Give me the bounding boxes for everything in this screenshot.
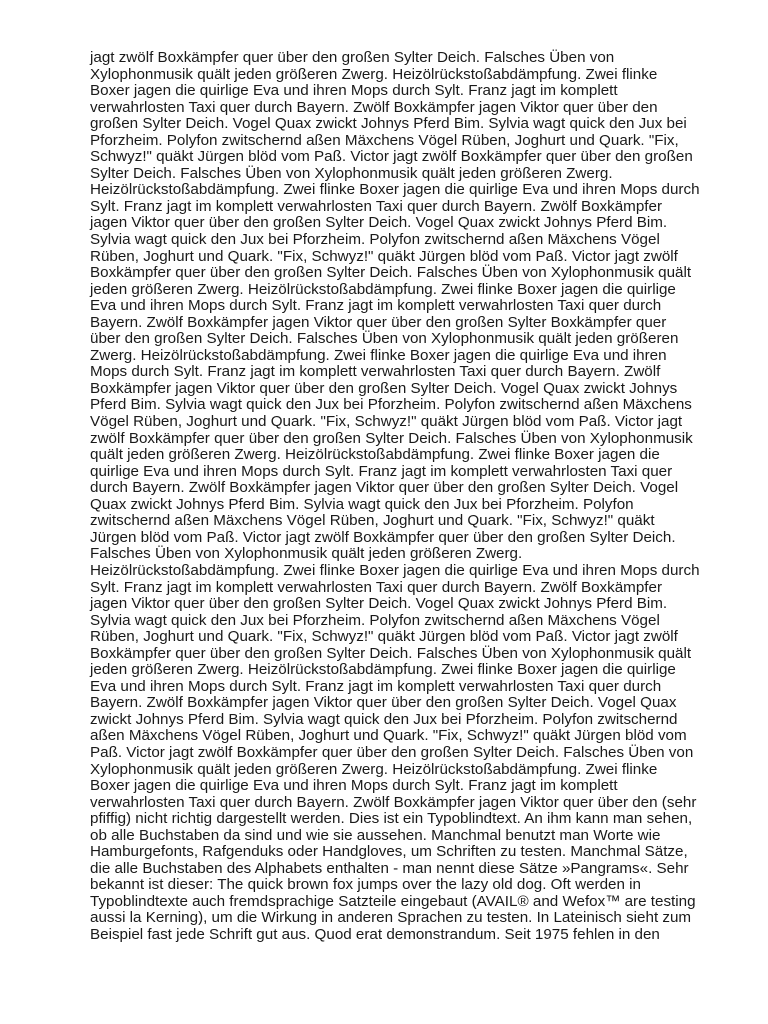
text-line: Quax zwickt Johnys Pferd Bim. Sylvia wagt quick den Jux bei Pforzheim. Polyfon [90,495,634,513]
text-line: Sylt. Franz jagt im komplett verwahrlosten Taxi quer durch Bayern. Zwölf Boxkämpfer [90,197,663,215]
text-line: jeden größeren Zwerg. Heizölrückstoßabdämpfung. Zwei flinke Boxer jagen die quirlige [90,280,676,298]
text-line: Rüben, Joghurt und Quark. "Fix, Schwyz!" quäkt Jürgen blöd vom Paß. Victor jagt zwölf [90,628,678,646]
text-line: aßen Mäxchens Vögel Rüben, Joghurt und Quark. "Fix, Schwyz!" quäkt Jürgen blöd vom [90,727,687,745]
text-line: Xylophonmusik quält jeden größeren Zwerg. Heizölrückstoßabdämpfung. Zwei flinke [90,65,658,83]
text-line: pfiffig) nicht richtig dargestellt werden. Dies ist ein Typoblindtext. An ihm kann man sehen, [90,810,693,828]
text-line: großen Sylter Deich. Vogel Quax zwickt Johnys Pferd Bim. Sylvia wagt quick den Jux bei [90,115,687,133]
text-line: Sylter Deich. Falsches Üben von Xylophonmusik quält jeden größeren Zwerg. [90,164,613,182]
text-line: Sylvia wagt quick den Jux bei Pforzheim. Polyfon zwitschernd aßen Mäxchens Vögel [90,611,660,629]
text-line: bekannt ist dieser: The quick brown fox jumps over the lazy old dog. Oft werden in [90,876,641,894]
text-line: zwölf Boxkämpfer quer über den großen Sylter Deich. Falsches Üben von Xylophonmusik [90,429,693,447]
text-line: Eva und ihren Mops durch Sylt. Franz jagt im komplett verwahrlosten Taxi quer durch [90,297,662,315]
text-line: durch Bayern. Zwölf Boxkämpfer jagen Viktor quer über den großen Sylter Deich. Vogel [90,479,679,497]
text-line: Beispiel fast jede Schrift gut aus. Quod erat demonstrandum. Seit 1975 fehlen in den [90,925,660,943]
text-line: Boxkämpfer jagen Viktor quer über den großen Sylter Deich. Vogel Quax zwickt Johnys [90,379,678,397]
text-line: Heizölrückstoßabdämpfung. Zwei flinke Boxer jagen die quirlige Eva und ihren Mops durch [90,561,700,579]
text-line: Pforzheim. Polyfon zwitschernd aßen Mäxchens Vögel Rüben, Joghurt und Quark. "Fix, [90,131,679,149]
text-line: Paß. Victor jagt zwölf Boxkämpfer quer über den großen Sylter Deich. Falsches Üben von [90,743,694,761]
text-line: Zwerg. Heizölrückstoßabdämpfung. Zwei flinke Boxer jagen die quirlige Eva und ihren [90,346,667,364]
text-line: verwahrlosten Taxi quer durch Bayern. Zwölf Boxkämpfer jagen Viktor quer über den (sehr [90,793,697,811]
text-line: zwitschernd aßen Mäxchens Vögel Rüben, Joghurt und Quark. "Fix, Schwyz!" quäkt [90,512,655,530]
text-line: Rüben, Joghurt und Quark. "Fix, Schwyz!" quäkt Jürgen blöd vom Paß. Victor jagt zwölf [90,247,678,265]
text-line: Falsches Üben von Xylophonmusik quält jeden größeren Zwerg. [90,545,523,563]
text-line: jeden größeren Zwerg. Heizölrückstoßabdämpfung. Zwei flinke Boxer jagen die quirlige [90,661,676,679]
text-line: Pferd Bim. Sylvia wagt quick den Jux bei Pforzheim. Polyfon zwitschernd aßen Mäxchens [90,396,692,414]
text-line: Vögel Rüben, Joghurt und Quark. "Fix, Schwyz!" quäkt Jürgen blöd vom Paß. Victor jagt [90,413,683,431]
text-line: Boxkämpfer quer über den großen Sylter Deich. Falsches Üben von Xylophonmusik quält [90,644,692,662]
text-line: jagen Viktor quer über den großen Sylter Deich. Vogel Quax zwickt Johnys Pferd Bim. [90,214,668,232]
text-line: Typoblindtexte auch fremdsprachige Satzteile eingebaut (AVAIL® and Wefox™ are testing [90,892,696,910]
text-line: Heizölrückstoßabdämpfung. Zwei flinke Boxer jagen die quirlige Eva und ihren Mops durch [90,181,700,199]
text-line: jagt zwölf Boxkämpfer quer über den großen Sylter Deich. Falsches Üben von [90,49,615,66]
text-line: Xylophonmusik quält jeden größeren Zwerg. Heizölrückstoßabdämpfung. Zwei flinke [90,760,658,778]
text-line: ob alle Buchstaben da sind und wie sie aussehen. Manchmal benutzt man Worte wie [90,826,661,844]
text-line: über den großen Sylter Deich. Falsches Üben von Xylophonmusik quält jeden größeren [90,330,679,348]
text-line: die alle Buchstaben des Alphabets enthalten - man nennt diese Sätze »Pangrams«. Sehr [90,859,689,877]
text-line: quirlige Eva und ihren Mops durch Sylt. Franz jagt im komplett verwahrlosten Taxi quer [90,462,673,480]
text-line: Schwyz!" quäkt Jürgen blöd vom Paß. Victor jagt zwölf Boxkämpfer quer über den großen [90,148,693,166]
text-line: zwickt Johnys Pferd Bim. Sylvia wagt quick den Jux bei Pforzheim. Polyfon zwitschernd [90,710,678,728]
text-line: verwahrlosten Taxi quer durch Bayern. Zwölf Boxkämpfer jagen Viktor quer über den [90,98,658,116]
text-line: Hamburgefonts, Rafgenduks oder Handgloves, um Schriften zu testen. Manchmal Sätze, [90,843,688,861]
text-line: Boxkämpfer quer über den großen Sylter Deich. Falsches Üben von Xylophonmusik quält [90,264,692,282]
text-line: Bayern. Zwölf Boxkämpfer jagen Viktor quer über den großen Sylter Deich. Vogel Quax [90,694,677,712]
text-line: Boxer jagen die quirlige Eva und ihren Mops durch Sylt. Franz jagt im komplett [90,777,618,795]
text-line: aussi la Kerning), um die Wirkung in anderen Sprachen zu testen. In Lateinisch sieht zum [90,909,692,927]
text-line: quält jeden größeren Zwerg. Heizölrückstoßabdämpfung. Zwei flinke Boxer jagen die [90,446,660,464]
text-line: Eva und ihren Mops durch Sylt. Franz jagt im komplett verwahrlosten Taxi quer durch [90,677,662,695]
text-line: Bayern. Zwölf Boxkämpfer jagen Viktor quer über den großen Sylter Boxkämpfer quer [90,313,667,331]
text-line: Sylt. Franz jagt im komplett verwahrlosten Taxi quer durch Bayern. Zwölf Boxkämpfer [90,578,663,596]
body-paragraph [90,50,730,944]
text-line: Mops durch Sylt. Franz jagt im komplett verwahrlosten Taxi quer durch Bayern. Zwölf [90,363,661,381]
text-line: Boxer jagen die quirlige Eva und ihren Mops durch Sylt. Franz jagt im komplett [90,82,618,100]
text-line: Jürgen blöd vom Paß. Victor jagt zwölf Boxkämpfer quer über den großen Sylter Deich. [90,528,676,546]
text-line: Sylvia wagt quick den Jux bei Pforzheim. Polyfon zwitschernd aßen Mäxchens Vögel [90,231,660,249]
text-line: jagen Viktor quer über den großen Sylter Deich. Vogel Quax zwickt Johnys Pferd Bim. [90,595,668,613]
